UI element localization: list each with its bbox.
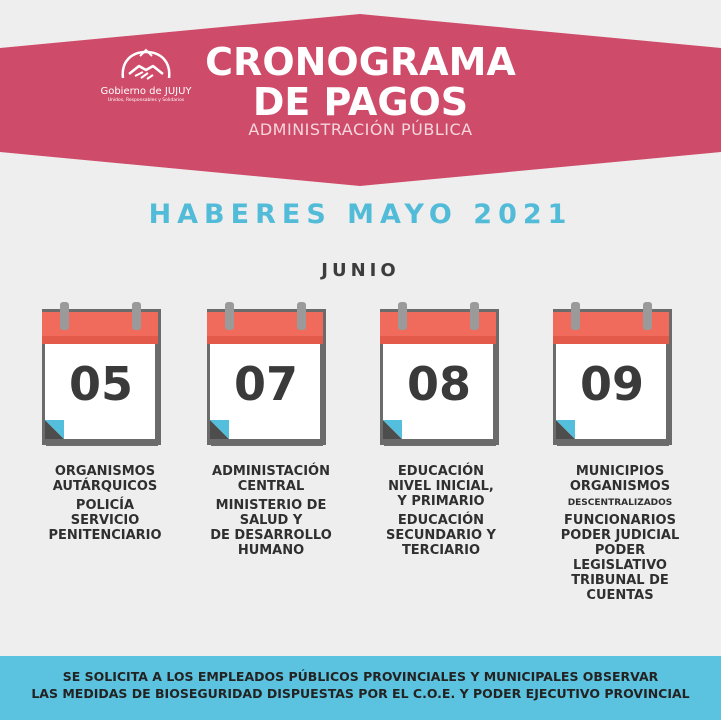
schedule-line: CUENTAS (586, 588, 654, 603)
schedule-groups-day-07 (186, 464, 356, 558)
schedule-line: PENITENCIARIO (48, 528, 162, 543)
page-title-line2: DE PAGOS (252, 80, 469, 124)
schedule-line: MUNICIPIOS (575, 464, 665, 479)
schedule-line: PODER JUDICIAL (560, 528, 680, 543)
schedule-line: SALUD Y (239, 513, 303, 528)
schedule-line: EDUCACIÓN (397, 513, 485, 528)
footer-line1: SE SOLICITA A LOS EMPLEADOS PÚBLICOS PROVINCIALES Y MUNICIPALES OBSERVAR (62, 669, 659, 684)
schedule-line: ORGANISMOS (569, 479, 671, 494)
schedule-line: ORGANISMOS (54, 464, 156, 479)
calendar-day-number: 05 (68, 357, 133, 411)
schedule-line: HUMANO (237, 543, 305, 558)
calendar-day-card (380, 302, 504, 452)
schedule-line: FUNCIONARIOS (564, 513, 676, 528)
logo-motto: Unidos, Responsables y Solidarios (107, 98, 185, 103)
schedule-line: CENTRAL (237, 479, 305, 494)
page-subtitle: ADMINISTRACIÓN PÚBLICA (248, 120, 473, 139)
schedule-line: AUTÁRQUICOS (52, 479, 158, 494)
schedule-line: ADMINISTACIÓN (212, 464, 330, 479)
calendar-day-number: 08 (406, 357, 471, 411)
schedule-groups-day-05 (20, 464, 190, 543)
calendar-day-number: 07 (233, 357, 298, 411)
schedule-line: POLICÍA (75, 498, 135, 513)
schedule-groups-day-08 (356, 464, 526, 558)
calendar-day-card (207, 302, 331, 452)
schedule-groups-day-09 (530, 464, 710, 603)
schedule-line: TRIBUNAL DE (571, 573, 669, 588)
period-heading: HABERES MAYO 2021 (148, 199, 573, 230)
schedule-line: MINISTERIO DE (215, 498, 327, 513)
page-title-line1: CRONOGRAMA (205, 40, 516, 84)
footer-line2: LAS MEDIDAS DE BIOSEGURIDAD DISPUESTAS POR EL C.O.E. Y PODER EJECUTIVO PROVINCIAL (31, 686, 690, 701)
logo-name: Gobierno de JUJUY (100, 86, 192, 97)
schedule-line: NIVEL INICIAL, (388, 479, 494, 494)
schedule-line: DE DESARROLLO (210, 528, 332, 543)
schedule-line: Y PRIMARIO (397, 494, 485, 509)
schedule-line: SECUNDARIO Y (386, 528, 496, 543)
calendar-day-card (42, 302, 166, 452)
schedule-line: LEGISLATIVO (573, 558, 667, 573)
schedule-line: DESCENTRALIZADOS (567, 498, 673, 508)
calendar-day-card (553, 302, 677, 452)
schedule-line: TERCIARIO (401, 543, 481, 558)
schedule-line: PODER (594, 543, 646, 558)
calendar-day-number: 09 (579, 357, 644, 411)
month-heading: JUNIO (321, 260, 400, 281)
biosecurity-notice-footer (0, 656, 721, 720)
schedule-line: EDUCACIÓN (397, 464, 485, 479)
schedule-line: SERVICIO (70, 513, 140, 528)
